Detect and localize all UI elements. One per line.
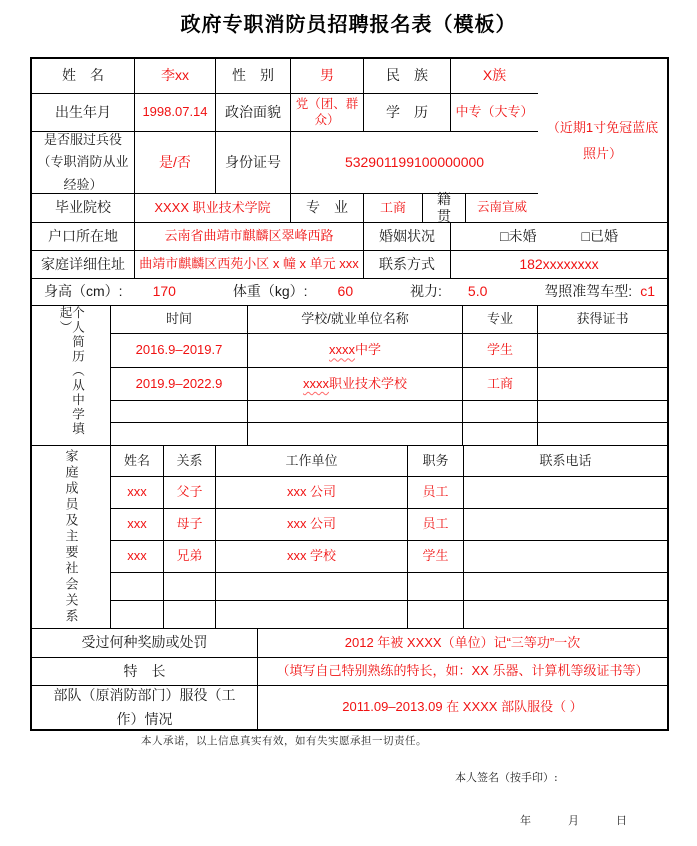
- major-value: 工商: [364, 194, 423, 223]
- checkbox-unmarried[interactable]: □未婚: [500, 227, 537, 244]
- row-residence: [32, 223, 667, 251]
- checkbox-married[interactable]: □已婚: [581, 227, 618, 244]
- family-relation-cell: [164, 573, 216, 601]
- row-address: [32, 251, 667, 279]
- family-position-cell: [408, 601, 464, 629]
- name-value: 李xx: [135, 59, 216, 94]
- family-header-phone: 联系电话: [464, 446, 667, 477]
- education-value: 中专（大专）: [451, 94, 538, 132]
- page-title: 政府专职消防员招聘报名表（模板）: [180, 12, 517, 36]
- signature-label: 本人签名（按手印）:: [455, 771, 558, 784]
- birth-label: 出生年月: [32, 94, 135, 132]
- political-label: 政治面貌: [216, 94, 291, 132]
- resume-major-cell: 工商: [463, 368, 538, 401]
- family-name-cell: xxx: [111, 541, 164, 573]
- family-row: [111, 541, 667, 573]
- weight-value: 60: [337, 283, 354, 300]
- section-resume: [32, 306, 667, 446]
- sign-date-label: 年 月 日: [520, 814, 640, 827]
- address-value: 曲靖市麒麟区西苑小区 x 幢 x 单元 xxx: [135, 251, 364, 279]
- row-specialty: [32, 658, 667, 686]
- row-service: [32, 686, 667, 729]
- id-value: 532901199100000000: [291, 132, 538, 194]
- residence-label: 户口所在地: [32, 223, 135, 251]
- resume-header-major: 专业: [463, 306, 538, 334]
- ethnic-value: X族: [451, 59, 538, 94]
- contact-value: 182xxxxxxxx: [451, 251, 667, 279]
- family-section-label: 家庭成员及主要社会关系: [32, 446, 111, 629]
- family-position-cell: 学生: [408, 541, 464, 573]
- family-name-cell: xxx: [111, 477, 164, 509]
- family-header-name: 姓名: [111, 446, 164, 477]
- family-header-relation: 关系: [164, 446, 216, 477]
- resume-row: [111, 423, 667, 446]
- family-position-cell: 员工: [408, 509, 464, 541]
- resume-cert-cell: [538, 401, 667, 423]
- family-header-workplace: 工作单位: [216, 446, 408, 477]
- resume-cert-cell: [538, 368, 667, 401]
- promise-statement: 本人承诺，以上信息真实有效，如有失实愿承担一切责任。: [141, 735, 427, 747]
- name-label: 姓 名: [32, 59, 135, 94]
- family-workplace-cell: xxx 学校: [216, 541, 408, 573]
- license-value: c1: [640, 283, 655, 300]
- row-award: [32, 629, 667, 658]
- ethnic-label: 民 族: [364, 59, 451, 94]
- marital-label: 婚姻状况: [364, 223, 451, 251]
- specialty-value: （填写自己特别熟练的特长，如：XX 乐器、计算机等级证书等）: [258, 658, 667, 686]
- family-relation-cell: 兄弟: [164, 541, 216, 573]
- contact-label: 联系方式: [364, 251, 451, 279]
- award-label: 受过何种奖励或处罚: [32, 629, 258, 658]
- resume-school-cell: [248, 401, 463, 423]
- resume-time-cell: 2016.9–2019.7: [111, 334, 248, 368]
- resume-school-cell: [248, 423, 463, 446]
- address-label: 家庭详细住址: [32, 251, 135, 279]
- family-workplace-cell: [216, 573, 408, 601]
- school-label: 毕业院校: [32, 194, 135, 223]
- id-label: 身份证号: [216, 132, 291, 194]
- education-label: 学 历: [364, 94, 451, 132]
- resume-section-label: 个人简历（从中学填起）: [32, 306, 111, 446]
- height-value: 170: [152, 283, 176, 300]
- resume-time-cell: [111, 423, 248, 446]
- row-military: [32, 132, 538, 194]
- family-workplace-cell: [216, 601, 408, 629]
- family-relation-cell: 父子: [164, 477, 216, 509]
- resume-row: [111, 401, 667, 423]
- resume-cert-cell: [538, 334, 667, 368]
- family-relation-cell: 母子: [164, 509, 216, 541]
- row-birth: [32, 94, 538, 132]
- family-phone-cell: [464, 573, 667, 601]
- political-value: 党（团、群众）: [291, 94, 364, 132]
- row-name: [32, 59, 538, 94]
- family-phone-cell: [464, 541, 667, 573]
- resume-major-cell: 学生: [463, 334, 538, 368]
- family-position-cell: 员工: [408, 477, 464, 509]
- family-name-cell: xxx: [111, 509, 164, 541]
- hometown-label: 籍 贯: [423, 194, 466, 223]
- family-header-position: 职务: [408, 446, 464, 477]
- resume-school-cell: xxxx 职业技术学校: [248, 368, 463, 401]
- section-family: [32, 446, 667, 629]
- family-phone-cell: [464, 509, 667, 541]
- resume-row: [111, 334, 667, 368]
- weight-label: 体重（kg）:: [232, 283, 308, 300]
- family-position-cell: [408, 573, 464, 601]
- gender-value: 男: [291, 59, 364, 94]
- height-label: 身高（cm）:: [44, 283, 123, 300]
- family-row: [111, 601, 667, 629]
- marital-options: [451, 223, 667, 251]
- section-basic: [32, 59, 667, 223]
- resume-header-school: 学校/就业单位名称: [248, 306, 463, 334]
- birth-value: 1998.07.14: [135, 94, 216, 132]
- family-name-cell: [111, 573, 164, 601]
- resume-cert-cell: [538, 423, 667, 446]
- family-name-cell: [111, 601, 164, 629]
- resume-header-time: 时间: [111, 306, 248, 334]
- award-value: 2012 年被 XXXX（单位）记“三等功”一次: [258, 629, 667, 658]
- license-label: 驾照准驾车型:: [544, 283, 633, 300]
- resume-header-cert: 获得证书: [538, 306, 667, 334]
- military-value: 是/否: [135, 132, 216, 194]
- hometown-value: 云南宣威: [466, 194, 538, 223]
- family-workplace-cell: xxx 公司: [216, 477, 408, 509]
- family-phone-cell: [464, 601, 667, 629]
- family-header-row: [111, 446, 667, 477]
- resume-header-row: [111, 306, 667, 334]
- resume-time-cell: [111, 401, 248, 423]
- residence-value: 云南省曲靖市麒麟区翠峰西路: [135, 223, 364, 251]
- row-school: [32, 190, 538, 224]
- vision-label: 视力:: [410, 283, 442, 300]
- family-grid: [111, 446, 667, 629]
- family-phone-cell: [464, 477, 667, 509]
- photo-placeholder: （近期1寸免冠蓝底照片）: [538, 59, 667, 223]
- family-row: [111, 573, 667, 601]
- family-row: [111, 477, 667, 509]
- resume-major-cell: [463, 401, 538, 423]
- specialty-label: 特 长: [32, 658, 258, 686]
- basic-left: [32, 59, 538, 223]
- form-table: [30, 57, 669, 731]
- gender-label: 性 别: [216, 59, 291, 94]
- physical-cell: [32, 279, 667, 306]
- service-value: 2011.09–2013.09 在 XXXX 部队服役（ ）: [342, 699, 583, 715]
- major-label: 专 业: [291, 194, 364, 223]
- family-relation-cell: [164, 601, 216, 629]
- vision-value: 5.0: [467, 283, 488, 300]
- resume-time-cell: 2019.9–2022.9: [111, 368, 248, 401]
- row-physical: [32, 279, 667, 306]
- resume-school-cell: xxxx 中学: [248, 334, 463, 368]
- service-label: 部队（原消防部门）服役（工作）情况: [32, 686, 258, 729]
- resume-major-cell: [463, 423, 538, 446]
- family-row: [111, 509, 667, 541]
- military-label: 是否服过兵役（专职消防从业经验）: [32, 132, 135, 194]
- resume-grid: [111, 306, 667, 446]
- resume-row: [111, 368, 667, 401]
- family-workplace-cell: xxx 公司: [216, 509, 408, 541]
- school-value: XXXX 职业技术学院: [135, 194, 291, 223]
